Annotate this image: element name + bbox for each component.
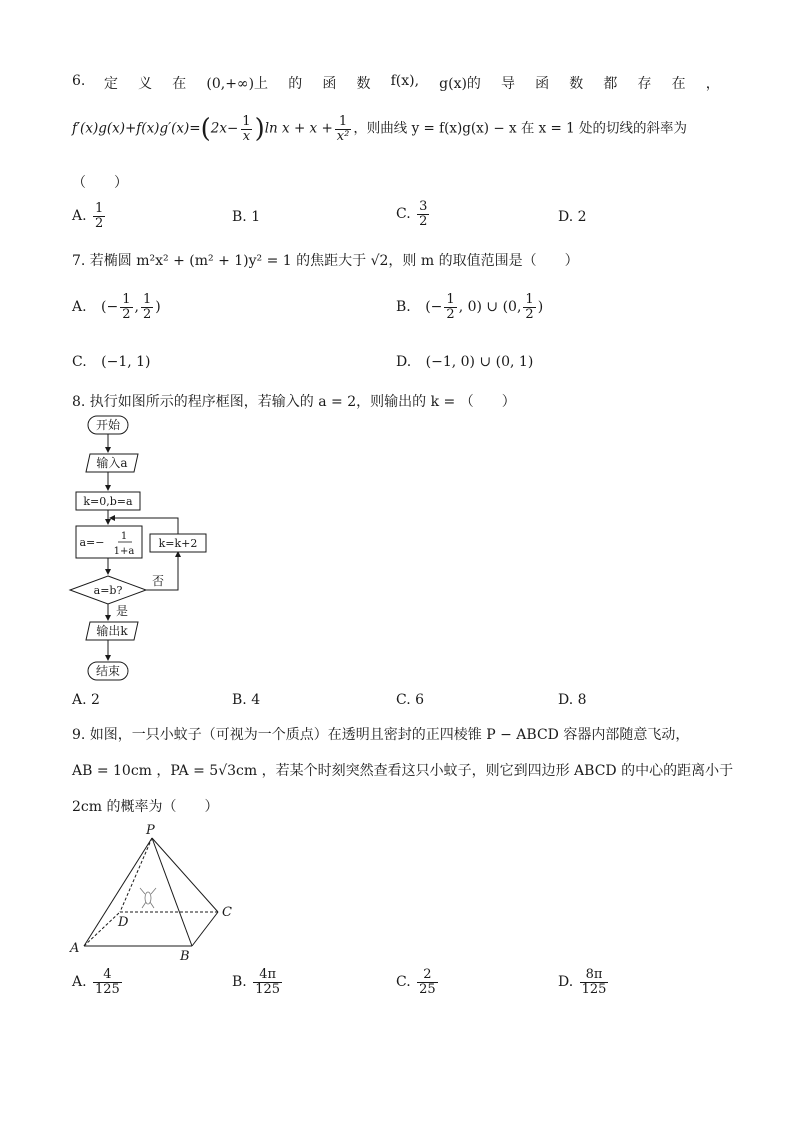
q6-stem-line1: 定 义 在 (0,+∞)上 的 函 数 f(x), g(x)的 导 函 数 都 存 在 ， bbox=[104, 73, 720, 92]
q7-option-d[interactable]: D. (−1, 0) ∪ (0, 1) bbox=[396, 354, 534, 370]
q6-frac-1-over-x: $\frac{1}{x}$ bbox=[242, 113, 251, 144]
mosquito-icon bbox=[140, 888, 156, 908]
q8-option-b[interactable]: B. 4 bbox=[232, 692, 261, 708]
q9-stem-line2: AB = 10cm ，PA = 5√3cm ，若某个时刻突然查看这只小蚊子，则它到四边形 ABCD 的中心的距离小于 bbox=[72, 763, 734, 779]
q6-option-d[interactable]: D. 2 bbox=[558, 209, 587, 225]
q9-option-b[interactable]: B. $\frac{4\pi}{125}$ bbox=[232, 967, 281, 997]
q6-frac-1-over-x2: $\frac{1}{\text{x²}}$ bbox=[336, 113, 350, 144]
vertex-p-label: P bbox=[146, 823, 155, 838]
vertex-c-label: C bbox=[222, 905, 232, 920]
q6-answer-paren: （ ） bbox=[72, 175, 128, 191]
flow-update-label: k=k+2 bbox=[158, 537, 198, 550]
flow-yes-label: 是 bbox=[115, 604, 129, 618]
q7-stem: 7. 若椭圆 m²x² + (m² + 1)y² = 1 的焦距大于 √2，则 m 的取值范围是（ ） bbox=[72, 253, 579, 269]
q6-option-a[interactable]: A. $\frac{1}{2}$ bbox=[72, 201, 104, 231]
q9-option-d[interactable]: D. $\frac{8\pi}{125}$ bbox=[558, 967, 607, 997]
q9-option-a[interactable]: A. $\frac{4}{125}$ bbox=[72, 967, 120, 997]
flow-start-label: 开始 bbox=[95, 418, 121, 432]
q6-equation: f′(x)g(x)+f(x)g′(x)=(2x− $\frac{1}{x}$ )ln x + x + $\frac{1}{\text{x²}}$ ，则曲线 y = f(x)g(x) − x 在 x = 1 处的切线的斜率为 bbox=[72, 113, 688, 144]
vertex-a-label: A bbox=[70, 941, 80, 956]
vertex-b-label: B bbox=[180, 949, 190, 964]
flow-end-label: 结束 bbox=[95, 664, 121, 678]
q7-option-a[interactable]: A. (− $\frac{1}{2}$ , $\frac{1}{2}$ ) bbox=[72, 292, 161, 322]
flow-output-label: 输出k bbox=[96, 624, 128, 638]
q9-pyramid-figure bbox=[66, 818, 246, 964]
q9-stem-line3: 2cm 的概率为（ ） bbox=[72, 799, 219, 815]
q6-option-c[interactable]: C. $\frac{3}{2}$ bbox=[396, 199, 428, 229]
q8-stem: 8. 执行如图所示的程序框图，若输入的 a = 2，则输出的 k = （ ） bbox=[72, 394, 516, 410]
flow-init-label: k=0,b=a bbox=[83, 495, 133, 508]
q9-option-c[interactable]: C. $\frac{2}{25}$ bbox=[396, 967, 436, 997]
flow-assign-label: a=− bbox=[79, 536, 105, 549]
flow-assign-num: 1 bbox=[120, 531, 128, 542]
q6-number: 6. bbox=[72, 73, 86, 89]
q8-option-a[interactable]: A. 2 bbox=[72, 692, 100, 708]
q8-flowchart bbox=[66, 412, 216, 688]
vertex-d-label: D bbox=[118, 915, 129, 930]
q8-option-d[interactable]: D. 8 bbox=[558, 692, 587, 708]
q7-option-b[interactable]: B. (− $\frac{1}{2}$ , 0) ∪ (0, $\frac{1}{2}$ ) bbox=[396, 292, 544, 322]
flow-input-label: 输入a bbox=[96, 456, 128, 470]
q8-option-c[interactable]: C. 6 bbox=[396, 692, 425, 708]
q6-option-b[interactable]: B. 1 bbox=[232, 209, 261, 225]
flow-assign-den: 1+a bbox=[113, 546, 135, 557]
q7-option-c[interactable]: C. (−1, 1) bbox=[72, 354, 151, 370]
flow-decision-label: a=b? bbox=[93, 584, 123, 597]
q9-stem-line1: 9. 如图，一只小蚊子（可视为一个质点）在透明且密封的正四棱锥 P − ABCD 容器内部随意飞动， bbox=[72, 727, 690, 743]
flow-no-label: 否 bbox=[151, 574, 165, 588]
